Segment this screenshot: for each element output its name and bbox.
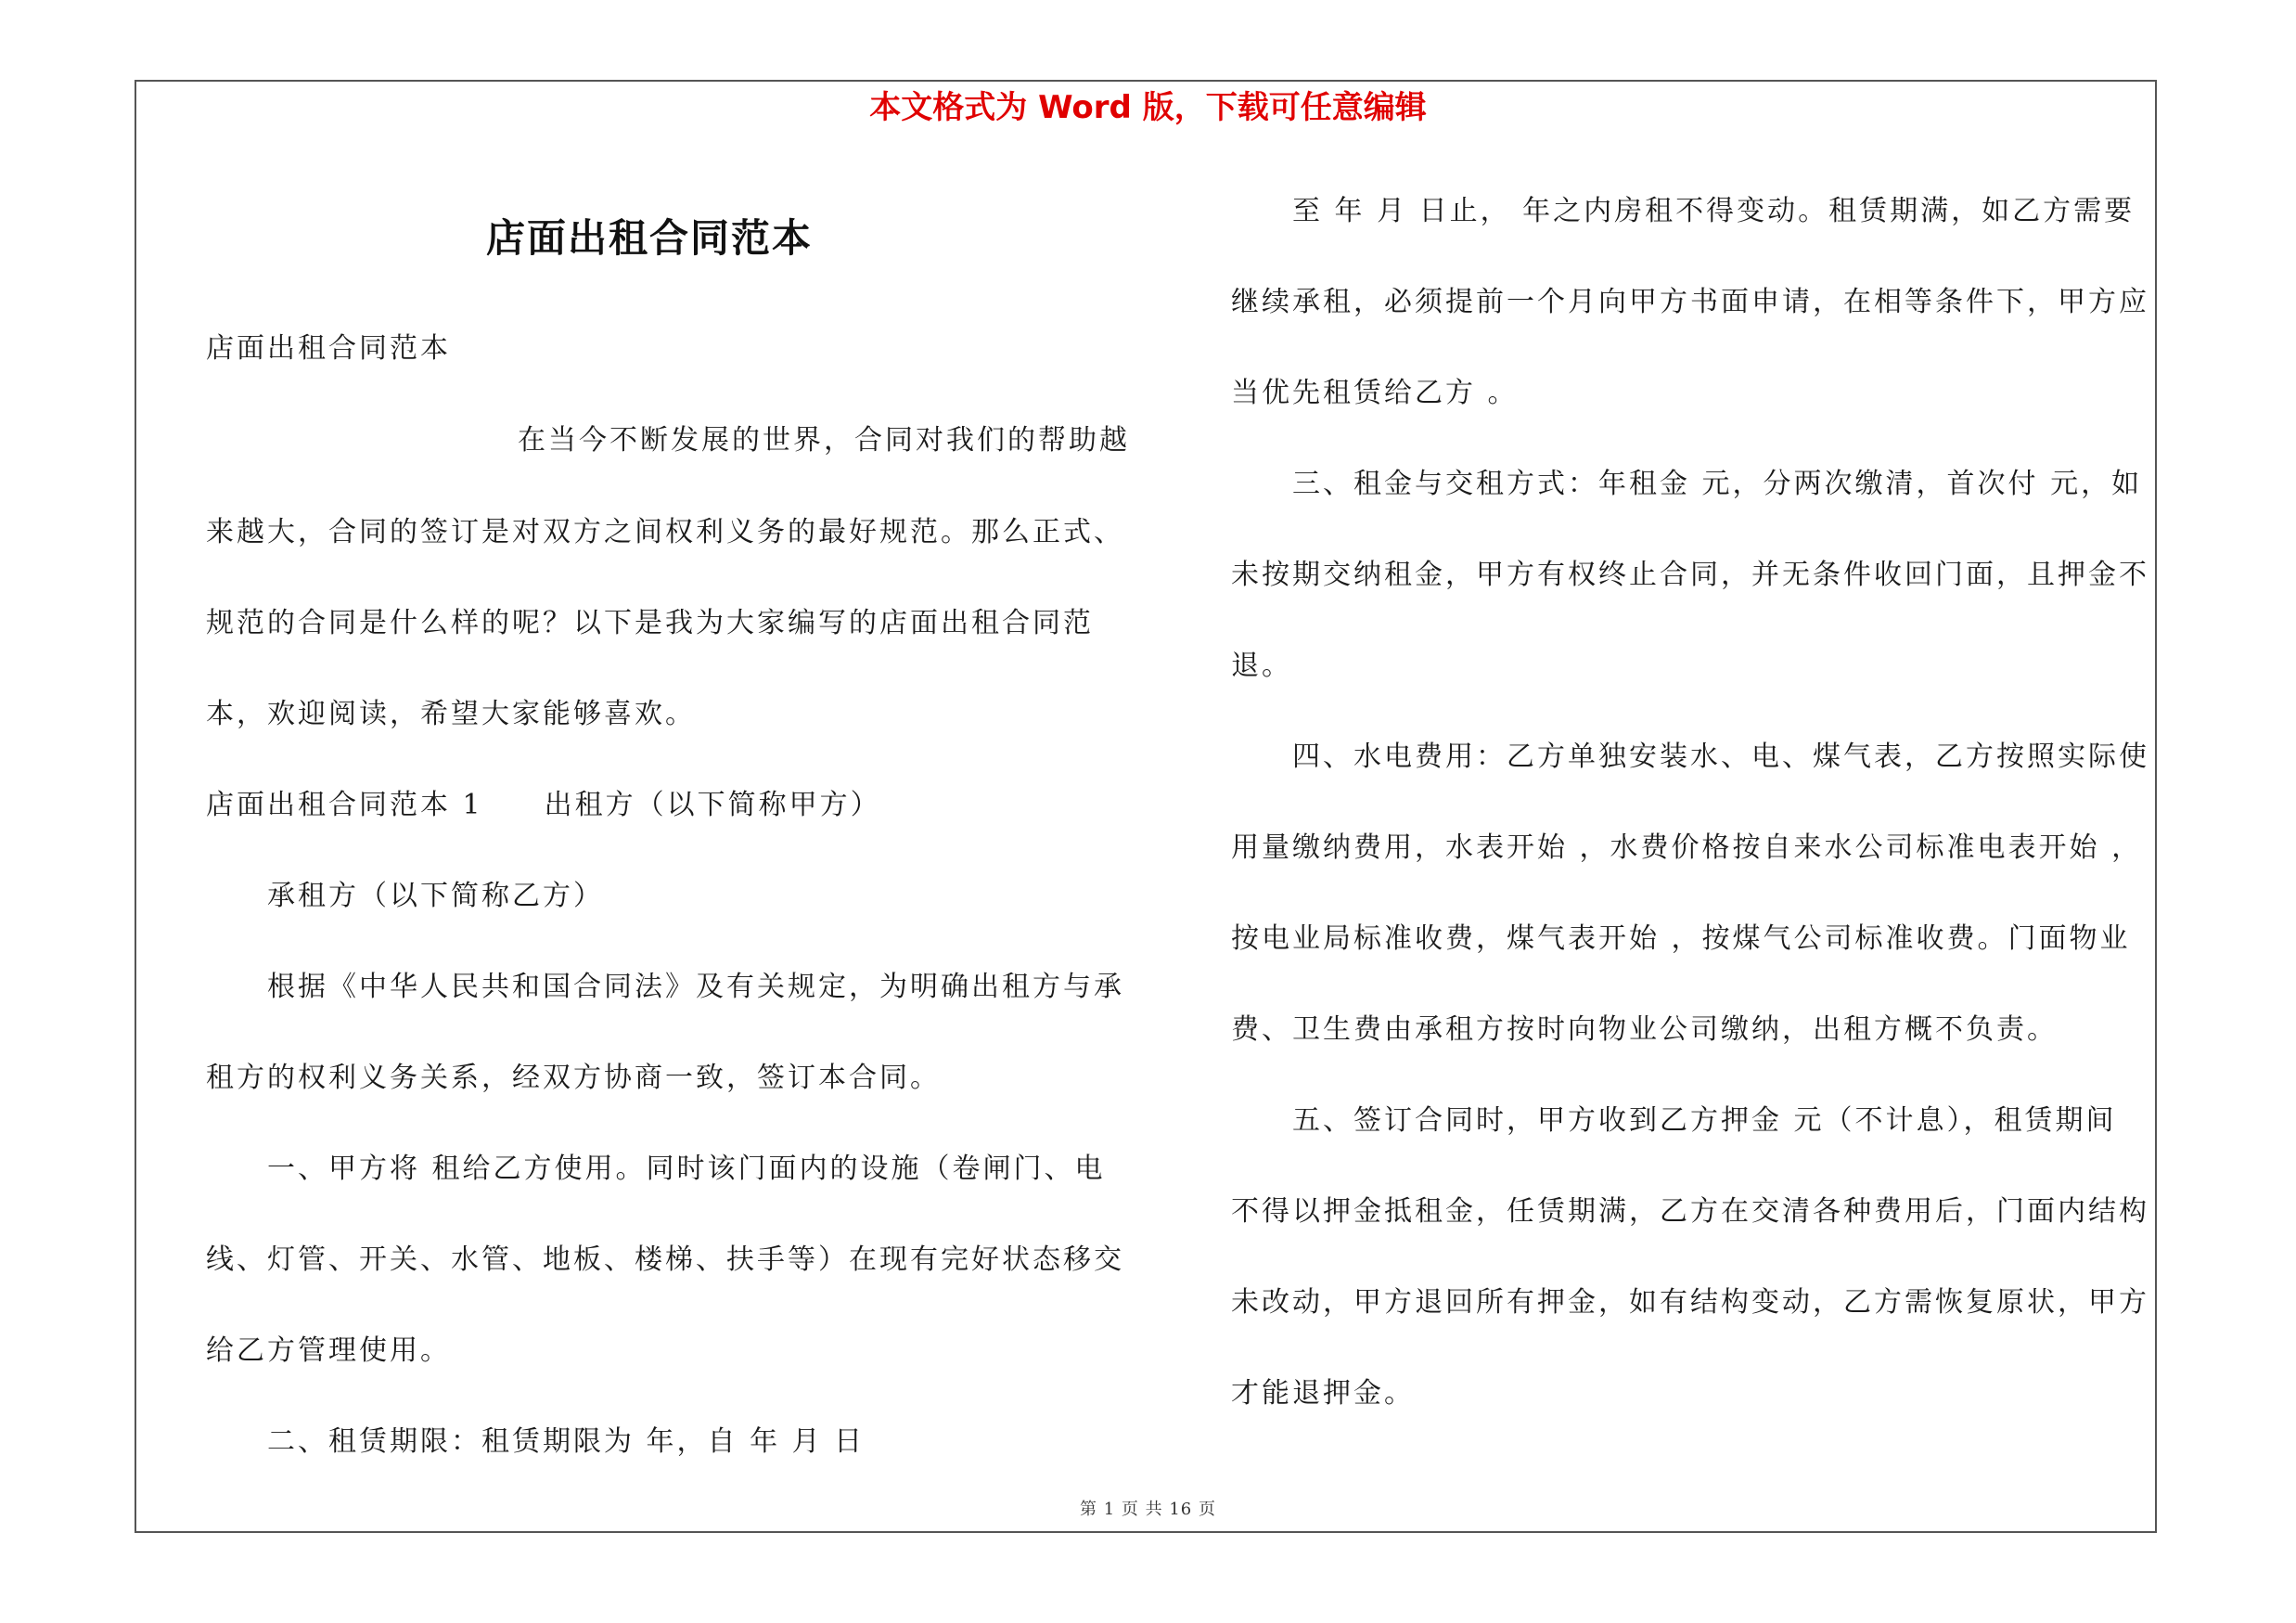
right-line-14: 才能退押金。 [1231,1377,1415,1410]
right-line-4: 三、租金与交租方式：年租金 元，分两次缴清，首次付 元，如 [1292,468,2143,500]
left-line-9: 租方的权利义务关系，经双方协商一致，签订本合同。 [206,1062,941,1094]
left-line-8: 根据《中华人民共和国合同法》及有关规定，为明确出租方与承 [267,971,1124,1003]
left-line-10: 一、甲方将 租给乙方使用。同时该门面内的设施（卷闸门、电 [267,1153,1106,1185]
right-line-3: 当优先租赁给乙方 。 [1231,377,1519,409]
right-line-11: 五、签订合同时，甲方收到乙方押金 元（不计息），租赁期间 [1292,1104,2117,1137]
right-line-9: 按电业局标准收费，煤气表开始 ，按煤气公司标准收费。门面物业 [1231,922,2131,955]
left-line-3: 来越大，合同的签订是对双方之间权利义务的最好规范。那么正式、 [206,516,1124,548]
left-line-13: 二、租赁期限：租赁期限为 年，自 年 月 日 [267,1425,866,1458]
left-line-7: 承租方（以下简称乙方） [267,880,604,912]
left-line-4: 规范的合同是什么样的呢？以下是我为大家编写的店面出租合同范 [206,607,1094,639]
left-line-2: 在当今不断发展的世界，合同对我们的帮助越 [518,424,1130,457]
left-line-11: 线、灯管、开关、水管、地板、楼梯、扶手等）在现有完好状态移交 [206,1243,1124,1276]
right-line-1: 至 年 月 日止， 年之内房租不得变动。租赁期满，如乙方需要 [1292,195,2136,227]
format-banner: 本文格式为 Word 版，下载可任意编辑 [869,89,1427,126]
right-line-8: 用量缴纳费用，水表开始 ，水费价格按自来水公司标准电表开始 ， [1231,831,2143,864]
right-line-12: 不得以押金抵租金，任赁期满，乙方在交清各种费用后，门面内结构 [1231,1195,2149,1228]
left-line-6: 店面出租合同范本 1 出租方（以下简称甲方） [206,789,881,821]
page-number: 第 1 页 共 16 页 [1080,1500,1216,1519]
right-line-5: 未按期交纳租金，甲方有权终止合同，并无条件收回门面，且押金不 [1231,559,2149,591]
left-line-1: 店面出租合同范本 [206,332,451,365]
right-line-7: 四、水电费用：乙方单独安装水、电、煤气表，乙方按照实际使 [1292,741,2149,773]
document-title: 店面出租合同范本 [485,215,813,261]
right-line-2: 继续承租，必须提前一个月向甲方书面申请，在相等条件下，甲方应 [1231,286,2149,318]
right-line-10: 费、卫生费由承租方按时向物业公司缴纳，出租方概不负责。 [1231,1013,2058,1046]
left-line-12: 给乙方管理使用。 [206,1334,451,1367]
right-line-13: 未改动，甲方退回所有押金，如有结构变动，乙方需恢复原状，甲方 [1231,1286,2149,1319]
left-line-5: 本，欢迎阅读，希望大家能够喜欢。 [206,698,696,730]
right-line-6: 退。 [1231,650,1292,682]
